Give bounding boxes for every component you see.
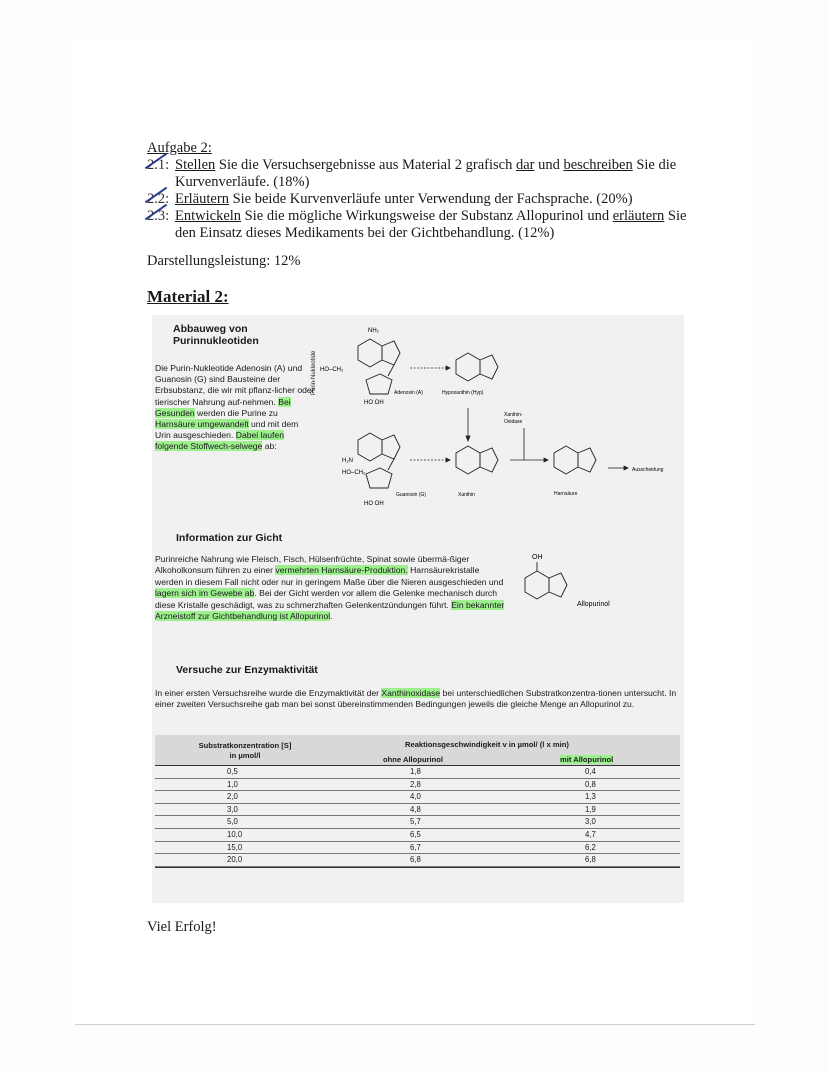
svg-text:Allopurinol: Allopurinol xyxy=(577,601,610,608)
header-substrat: Substratkonzentration [S] in µmol/l xyxy=(198,741,292,760)
table-header xyxy=(155,735,680,766)
svg-text:Harnsäure: Harnsäure xyxy=(554,491,578,497)
abbau-text: Die Purin-Nukleotide Adenosin (A) und Guanosin (G) sind Bausteine der Erbsubstanz, die wir mit pflanz-licher oder tierischer Nahrung auf-nehmen. Bei Gesunden werden die Purine zu Harnsäure umgewandelt und mit dem Urin ausgeschieden. Dabei laufen folgende Stoffwech-selwege ab: xyxy=(155,363,315,452)
table-cell: 6,7 xyxy=(410,842,421,852)
info-title: Information zur Gicht xyxy=(176,532,283,544)
allopurinol-structure xyxy=(515,550,635,620)
table-cell: 2,8 xyxy=(410,779,421,789)
ribose-g xyxy=(366,468,392,488)
table-bottom-rule xyxy=(155,867,680,869)
table-cell: 3,0 xyxy=(227,804,238,814)
table-cell: 4,0 xyxy=(410,792,421,802)
task-2-1 xyxy=(147,157,697,191)
info-text: Purinreiche Nahrung wie Fleisch, Fisch, Hülsenfrüchte, Spinat sowie übermä-ßiger Alkoholkonsum führen zu einer vermehrten Harnsäure-Produktion. Harnsäurekristalle werden in diesem Fall nicht oder nur in geringem Maße über die Nieren ausgeschieden und lagern sich im Gewebe ab. Bei der Gicht werden vor allem die Gelenke mechanisch durch diese Kristalle geschädigt, was zu schmerzhaften Gelenkentzündungen führt. Ein bekannter Arzneistoff zur Gichtbehandlung ist Allopurinol. xyxy=(155,554,505,622)
svg-text:HO–CH₂: HO–CH₂ xyxy=(320,367,344,373)
table-row xyxy=(155,779,680,792)
table-row xyxy=(155,804,680,817)
table-row xyxy=(155,766,680,779)
table-cell: 1,9 xyxy=(585,804,596,814)
table-cell: 6,8 xyxy=(585,855,596,865)
table-cell: 6,8 xyxy=(410,855,421,865)
versuche-text: In einer ersten Versuchsreihe wurde die Enzymaktivität der Xanthinoxidase bei unterschiedlichen Substratkonzentra-tionen untersucht. In einer zweiten Versuchsreihe gab man bei sonst übereinstimmenden Bedingungen jeweils die gleiche Menge an Allopurinol zu. xyxy=(155,688,677,710)
table-cell: 1,0 xyxy=(227,779,238,789)
svg-text:Xanthin-: Xanthin- xyxy=(504,412,523,418)
purine-pathway-diagram xyxy=(318,318,688,518)
hypoxanthin-ring xyxy=(456,353,480,381)
darstellungsleistung: Darstellungsleistung: 12% xyxy=(147,253,301,269)
table-cell: 6,2 xyxy=(585,842,596,852)
table-cell: 3,0 xyxy=(585,817,596,827)
purin-nukleotide-label: Purin-Nukleotide xyxy=(311,350,317,395)
table-cell: 0,4 xyxy=(585,767,596,776)
xanthin-ring xyxy=(456,446,480,474)
table-cell: 5,7 xyxy=(410,817,421,827)
svg-text:Oxidase: Oxidase xyxy=(504,419,523,425)
table-row xyxy=(155,816,680,829)
abbau-title: Abbauweg von Purinnukleotiden xyxy=(173,323,259,347)
table-cell: 10,0 xyxy=(227,829,243,839)
svg-text:OH: OH xyxy=(532,554,543,561)
table-cell: 6,5 xyxy=(410,829,421,839)
svg-text:HO–CH₂: HO–CH₂ xyxy=(342,470,366,476)
task-text: Stellen Sie die Versuchsergebnisse aus Material 2 grafisch dar und beschreiben Sie die Kurvenverläufe. (18%) xyxy=(175,157,677,190)
table-cell: 4,8 xyxy=(410,804,421,814)
aufgabe-title: Aufgabe 2: xyxy=(147,140,212,156)
table-row xyxy=(155,842,680,855)
table-cell: 1,8 xyxy=(410,767,421,776)
svg-text:NH₂: NH₂ xyxy=(368,328,379,334)
bottom-rule xyxy=(75,1024,755,1025)
task-number: 2.2: xyxy=(147,191,175,208)
svg-text:Ausscheidung: Ausscheidung xyxy=(632,467,664,473)
task-number: 2.3: xyxy=(147,208,175,242)
svg-text:Guanosin (G): Guanosin (G) xyxy=(396,492,427,498)
harnsaeure-ring xyxy=(554,446,578,474)
header-mit: mit Allopurinol xyxy=(560,755,614,764)
table-cell: 2,0 xyxy=(227,792,238,802)
task-text: Erläutern Sie beide Kurvenverläufe unter Verwendung der Fachsprache. (20%) xyxy=(175,191,633,207)
header-rate: Reaktionsgeschwindigkeit v in µmol/ (l x min) xyxy=(405,740,569,749)
adenosin-ring xyxy=(358,339,382,367)
table-cell: 1,3 xyxy=(585,792,596,802)
table-cell: 4,7 xyxy=(585,829,596,839)
table-cell: 20,0 xyxy=(227,855,243,865)
svg-text:Adenosin (A): Adenosin (A) xyxy=(394,390,423,396)
table-row xyxy=(155,854,680,867)
svg-text:Xanthin: Xanthin xyxy=(458,492,475,498)
versuche-title: Versuche zur Enzymaktivität xyxy=(176,664,318,676)
table-row xyxy=(155,829,680,842)
table-row xyxy=(155,791,680,804)
ribose-a xyxy=(366,374,392,394)
task-2-3 xyxy=(147,208,697,242)
aufgabe-section xyxy=(147,140,697,242)
table-cell: 0,8 xyxy=(585,779,596,789)
closing-text: Viel Erfolg! xyxy=(147,919,217,935)
svg-text:HO OH: HO OH xyxy=(364,501,384,507)
svg-text:H₂N: H₂N xyxy=(342,458,353,464)
svg-text:HO OH: HO OH xyxy=(364,400,384,406)
task-number: 2.1: xyxy=(147,157,175,191)
svg-text:Hypoxanthin (Hyp): Hypoxanthin (Hyp) xyxy=(442,390,484,396)
table-cell: 0,5 xyxy=(227,767,238,776)
header-ohne: ohne Allopurinol xyxy=(383,755,444,764)
task-text: Entwickeln Sie die mögliche Wirkungsweise der Substanz Allopurinol und erläutern Sie den Einsatz dieses Medikaments bei der Gichtbehandlung. (12%) xyxy=(175,208,687,241)
task-2-2 xyxy=(147,191,697,208)
guanosin-ring xyxy=(358,433,382,461)
table-cell: 5,0 xyxy=(227,817,238,827)
table-cell: 15,0 xyxy=(227,842,243,852)
material-title: Material 2: xyxy=(147,287,229,306)
table-body xyxy=(155,766,680,867)
enzyme-table xyxy=(155,735,680,868)
